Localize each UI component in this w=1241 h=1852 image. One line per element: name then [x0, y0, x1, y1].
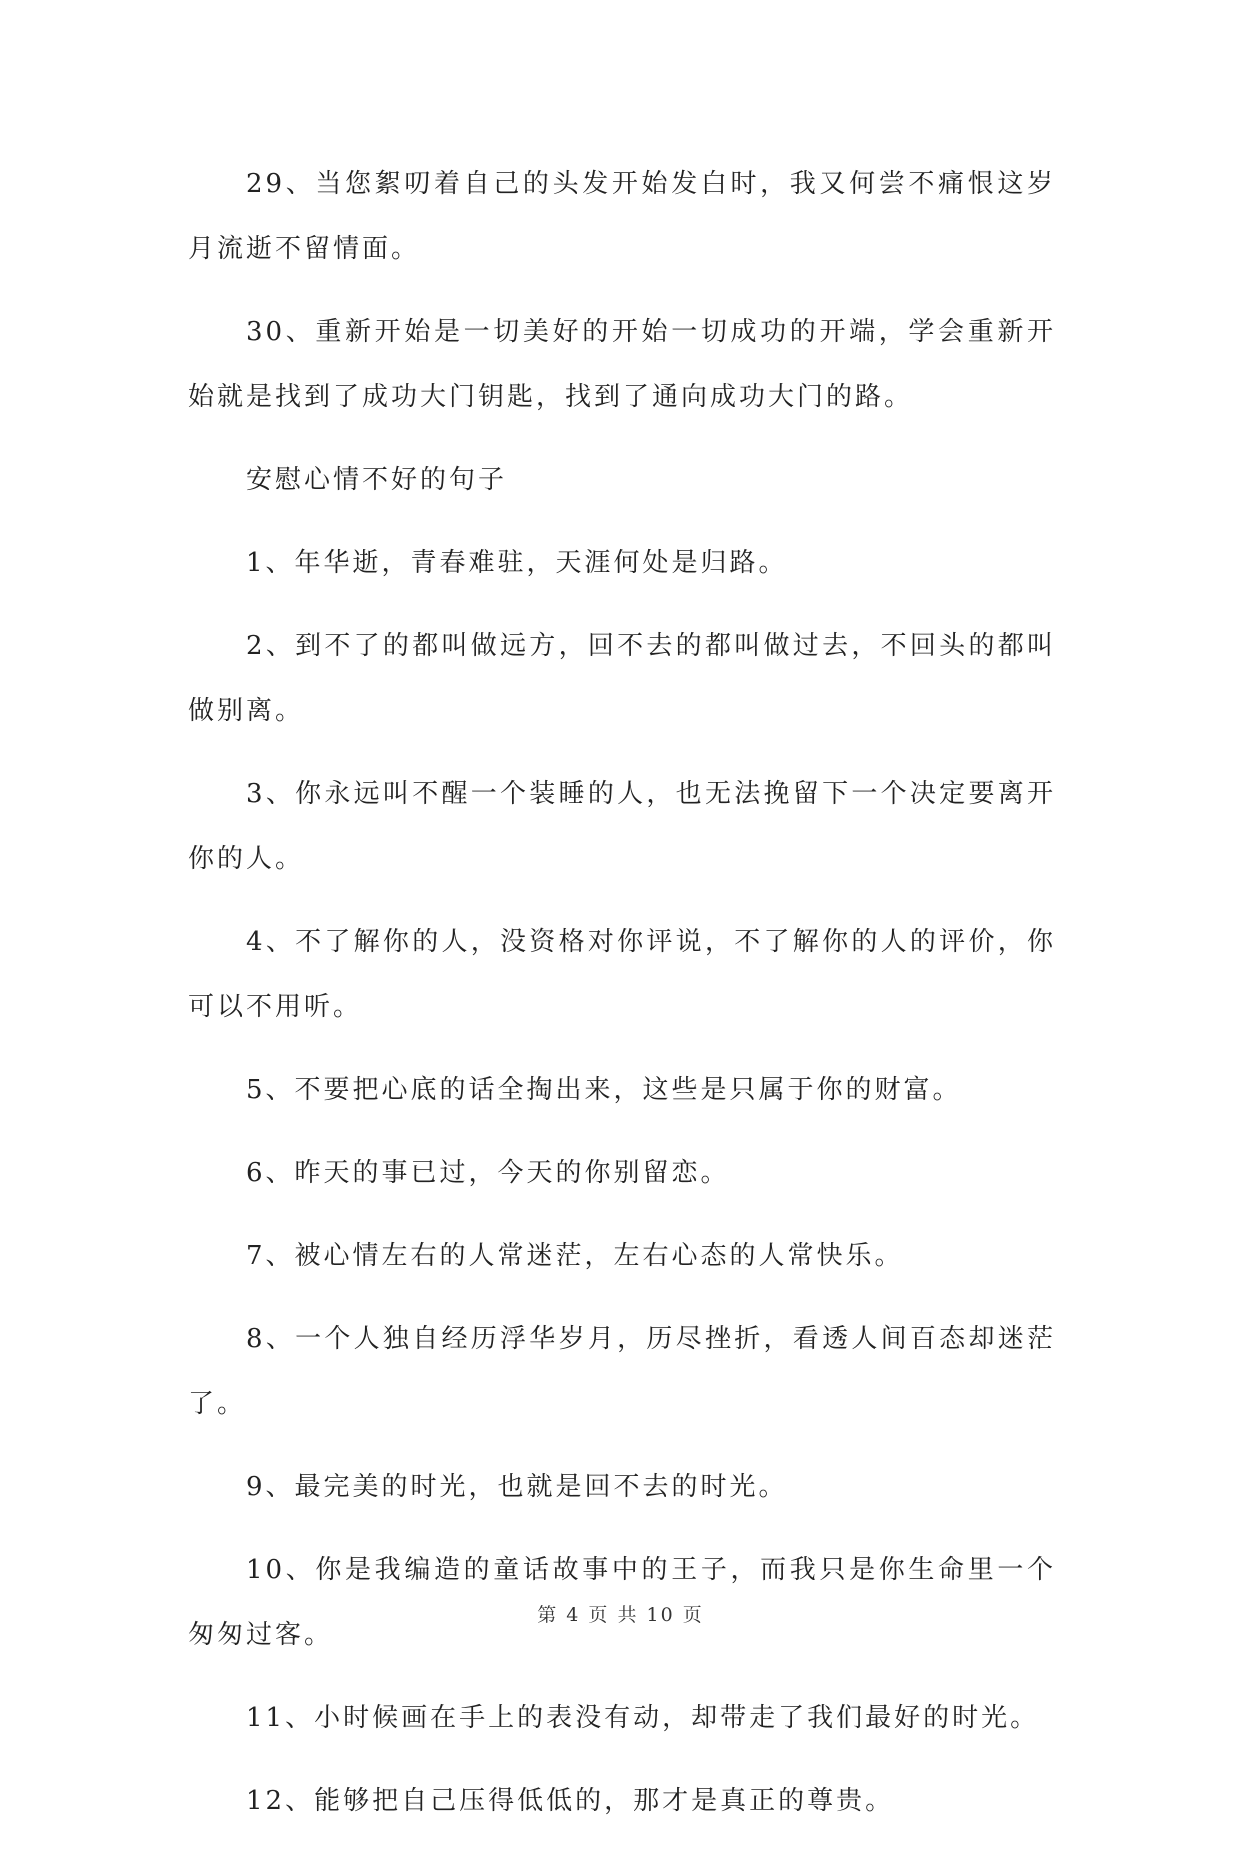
- paragraph-29: 29、当您絮叨着自己的头发开始发白时，我又何尝不痛恨这岁月流逝不留情面。: [188, 169, 1056, 264]
- list-item: 2、到不了的都叫做远方，回不去的都叫做过去，不回头的都叫做别离。: [188, 631, 1056, 726]
- document-body: [188, 152, 1056, 1852]
- list-item: 10、你是我编造的童话故事中的王子，而我只是你生命里一个匆匆过客。: [188, 1555, 1056, 1650]
- list-item: 7、被心情左右的人常迷茫，左右心态的人常快乐。: [246, 1241, 904, 1271]
- list-item: 9、最完美的时光，也就是回不去的时光。: [246, 1472, 788, 1502]
- section-title: 安慰心情不好的句子: [246, 465, 508, 495]
- list-item: 4、不了解你的人，没资格对你评说，不了解你的人的评价，你可以不用听。: [188, 927, 1056, 1022]
- list-item: 8、一个人独自经历浮华岁月，历尽挫折，看透人间百态却迷茫了。: [188, 1324, 1056, 1419]
- list-item: 11、小时候画在手上的表没有动，却带走了我们最好的时光。: [246, 1703, 1040, 1733]
- paragraph-30: 30、重新开始是一切美好的开始一切成功的开端，学会重新开始就是找到了成功大门钥匙，找到了通向成功大门的路。: [188, 317, 1056, 412]
- page-number-footer: 第 4 页 共 10 页: [537, 1604, 704, 1626]
- list-item: 3、你永远叫不醒一个装睡的人，也无法挽留下一个决定要离开你的人。: [188, 779, 1056, 874]
- list-item: 1、年华逝，青春难驻，天涯何处是归路。: [246, 548, 788, 578]
- list-item: 12、能够把自己压得低低的，那才是真正的尊贵。: [246, 1786, 895, 1816]
- list-item: 5、不要把心底的话全掏出来，这些是只属于你的财富。: [246, 1075, 962, 1105]
- list-item: 6、昨天的事已过，今天的你别留恋。: [246, 1158, 730, 1188]
